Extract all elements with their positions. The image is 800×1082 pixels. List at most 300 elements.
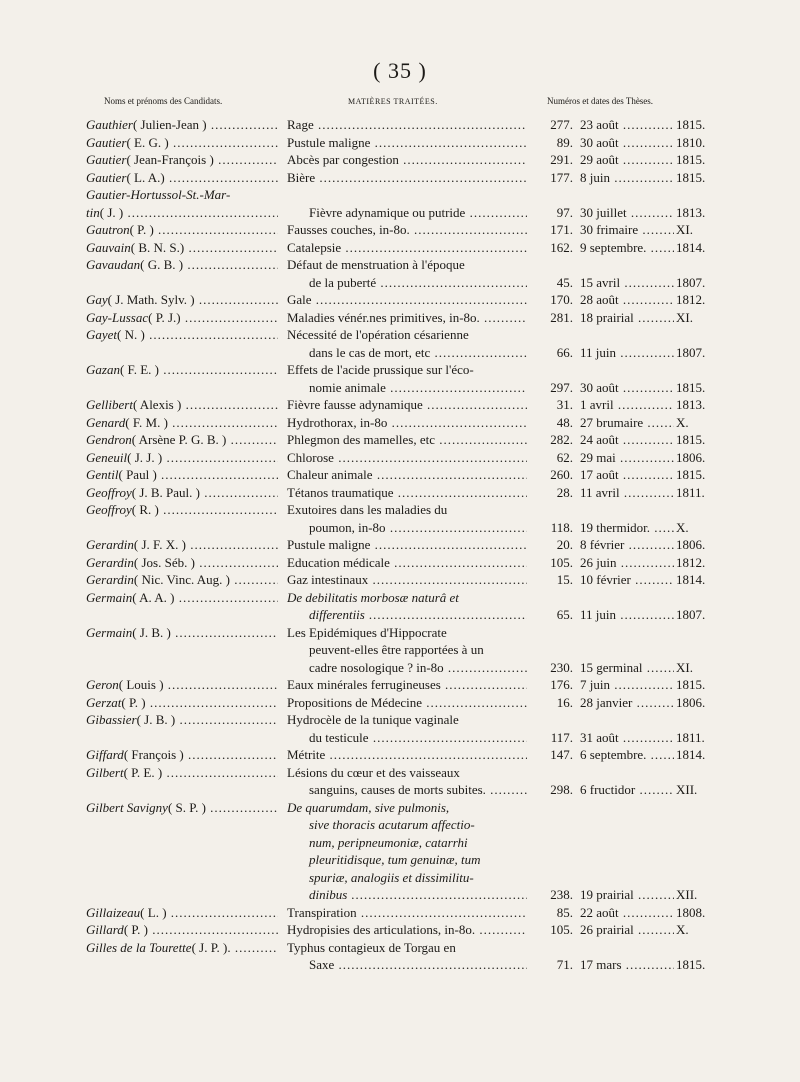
thesis-date: 28 janvier ..... (580, 694, 674, 712)
thesis-date: 17 août ..... (580, 466, 674, 484)
candidate-forenames: ( J. P. ). ..... (192, 940, 278, 955)
thesis-entry (0, 431, 800, 449)
thesis-year: XII. (676, 887, 698, 902)
thesis-date: 27 brumaire ..... (580, 414, 674, 432)
thesis-year: 1813. (676, 204, 706, 220)
candidate-name (86, 431, 278, 449)
candidate-surname: Germain (86, 589, 133, 605)
candidate-surname: Gillaizeau (86, 904, 141, 920)
candidate-surname: Gibassier (86, 712, 137, 727)
entries-list (0, 116, 800, 974)
thesis-entry (0, 134, 800, 152)
thesis-subject: num, peripneumoniæ, catarrhi (309, 834, 468, 850)
thesis-number: 297. (550, 379, 573, 395)
candidate-surname: Gautier (86, 152, 127, 167)
thesis-entry (0, 694, 800, 712)
entry-line (0, 309, 800, 327)
candidate-forenames: ( Julien-Jean ) ..... (133, 117, 278, 132)
entry-line (0, 799, 800, 817)
entry-line (0, 361, 800, 379)
thesis-year: 1807. (676, 344, 706, 360)
thesis-date: 17 mars ..... (580, 956, 674, 974)
thesis-number: 31. (556, 397, 573, 412)
candidate-surname: Gilbert (86, 764, 124, 780)
thesis-subject: Fausses couches, in-8o. ..... (287, 221, 527, 239)
thesis-subject: Gale ..... (287, 291, 527, 309)
candidate-surname: Gauthier (86, 117, 133, 132)
candidate-forenames: ( P. ) ..... (121, 695, 278, 710)
entry-line (0, 921, 800, 939)
thesis-date: 26 juin ..... (580, 554, 674, 572)
entry-line (0, 956, 800, 974)
thesis-date: 23 août ..... (580, 116, 674, 134)
thesis-subject: sive thoracis acutarum affectio- (309, 817, 475, 832)
thesis-date: 6 septembre. ..... (580, 746, 674, 764)
thesis-year: 1815. (676, 432, 706, 447)
entry-line (0, 781, 800, 799)
thesis-number: 298. (550, 782, 573, 797)
candidate-forenames: ( B. N. S.) ..... (131, 240, 278, 255)
entry-line (0, 204, 800, 222)
thesis-number: 105. (550, 554, 573, 570)
thesis-subject: Fièvre fausse adynamique ..... (287, 396, 527, 414)
thesis-entry (0, 116, 800, 134)
candidate-name (86, 501, 278, 519)
thesis-subject: Abcès par congestion ..... (287, 151, 527, 169)
thesis-subject: Phlegmon des mamelles, etc ..... (287, 431, 527, 449)
thesis-subject: De quarumdam, sive pulmonis, (287, 799, 450, 815)
candidate-surname: Gayet (86, 327, 118, 342)
candidate-forenames: ( J. B. Paul. ) ..... (132, 485, 278, 500)
column-headers (0, 96, 800, 110)
thesis-subject: Eaux minérales ferrugineuses ..... (287, 676, 527, 694)
entry-line (0, 274, 800, 292)
candidate-surname: Gautier (86, 169, 127, 185)
candidate-name (86, 134, 278, 152)
thesis-subject: nomie animale ..... (287, 379, 527, 397)
thesis-date: 24 août ..... (580, 431, 674, 449)
thesis-entry (0, 169, 800, 187)
entry-line (0, 659, 800, 677)
thesis-year: 1814. (676, 239, 706, 255)
candidate-forenames: ( Jean-François ) ..... (126, 152, 278, 167)
candidate-forenames: ( Jos. Séb. ) ..... (134, 555, 278, 570)
thesis-number: 20. (556, 537, 573, 552)
thesis-number: 177. (550, 169, 573, 185)
thesis-entry (0, 501, 800, 536)
thesis-date: 30 juillet ..... (580, 204, 674, 222)
thesis-year: 1812. (676, 292, 706, 307)
candidate-forenames: ( N. ) ..... (117, 327, 278, 342)
candidate-forenames: ( J. Math. Sylv. ) ..... (108, 292, 278, 307)
entry-line (0, 571, 800, 589)
thesis-subject: Saxe ..... (287, 956, 527, 974)
thesis-date: 26 prairial ..... (580, 921, 674, 939)
candidate-name (86, 694, 278, 712)
thesis-date: 22 août ..... (580, 904, 674, 922)
candidate-name (86, 939, 278, 957)
candidate-surname: Geoffroy (86, 484, 132, 500)
candidate-forenames: ( G. B. ) ..... (140, 257, 278, 272)
thesis-number: 162. (550, 239, 573, 255)
thesis-entry (0, 939, 800, 974)
candidate-forenames: ( Paul ) ..... (119, 467, 279, 482)
thesis-number: 89. (556, 134, 573, 150)
thesis-year: 1807. (676, 607, 706, 622)
candidate-surname: Gautier (86, 134, 127, 150)
thesis-subject: Nécessité de l'opération césarienne (287, 327, 469, 342)
entry-line (0, 221, 800, 239)
thesis-entry (0, 449, 800, 467)
thesis-subject: pleuritidisque, tum genuinæ, tum (309, 852, 481, 867)
candidate-name (86, 291, 278, 309)
candidate-forenames: ( P. ) ..... (124, 922, 278, 937)
candidate-surname: Genard (86, 414, 126, 430)
thesis-number: 117. (550, 729, 573, 745)
candidate-name (86, 239, 278, 257)
thesis-year: 1815. (676, 169, 706, 185)
thesis-year: XI. (676, 309, 693, 325)
thesis-date: 19 prairial ..... (580, 886, 674, 904)
thesis-number: 260. (550, 467, 573, 482)
entry-line (0, 116, 800, 134)
candidate-surname: Gay (86, 292, 108, 307)
entry-line (0, 904, 800, 922)
thesis-subject: Lésions du cœur et des vaisseaux (287, 764, 460, 780)
thesis-subject: dinibus ..... (287, 886, 527, 904)
thesis-subject: Bière ..... (287, 169, 527, 187)
thesis-year: 1815. (676, 152, 706, 167)
entry-line (0, 449, 800, 467)
candidate-surname: Gellibert (86, 397, 133, 412)
thesis-entry (0, 764, 800, 799)
thesis-subject: Pustule maligne ..... (287, 134, 527, 152)
thesis-year: 1812. (676, 554, 706, 570)
thesis-subject: Transpiration ..... (287, 904, 527, 922)
candidate-forenames: ( P. E. ) ..... (124, 765, 278, 780)
entry-line (0, 396, 800, 414)
entry-line (0, 536, 800, 554)
entry-line (0, 186, 800, 204)
entry-line (0, 676, 800, 694)
thesis-year: 1806. (676, 449, 706, 465)
thesis-entry (0, 904, 800, 922)
thesis-date: 11 juin ..... (580, 344, 674, 362)
thesis-year: 1813. (676, 397, 706, 412)
candidate-name (86, 589, 278, 607)
thesis-date: 18 prairial ..... (580, 309, 674, 327)
candidate-surname: Gautron (86, 222, 130, 237)
thesis-year: 1810. (676, 134, 706, 150)
thesis-date: 1 avril ..... (580, 396, 674, 414)
candidate-surname: Geoffroy (86, 502, 132, 517)
entry-line (0, 501, 800, 519)
candidate-name (86, 624, 278, 642)
candidate-name (86, 711, 278, 729)
thesis-number: 147. (550, 747, 573, 762)
thesis-year: XI. (676, 222, 693, 237)
thesis-number: 85. (556, 904, 573, 920)
thesis-date: 8 juin ..... (580, 169, 674, 187)
candidate-forenames: ( J. ) ..... (100, 205, 278, 220)
candidate-surname: Gavaudan (86, 257, 141, 272)
candidate-forenames: ( F. E. ) ..... (120, 362, 278, 377)
candidate-forenames: ( L. A.) ..... (126, 170, 278, 185)
candidate-surname: Gerardin (86, 572, 134, 587)
candidate-name (86, 221, 278, 239)
thesis-year: 1811. (676, 484, 705, 500)
entry-line (0, 151, 800, 169)
candidate-forenames: ( J. B. ) ..... (132, 625, 278, 640)
header-numbers: Numéros et dates des Thèses. (547, 96, 654, 106)
thesis-entry (0, 186, 800, 221)
entry-line (0, 834, 800, 852)
thesis-entry (0, 676, 800, 694)
candidate-name (86, 449, 278, 467)
thesis-date: 11 avril ..... (580, 484, 674, 502)
thesis-date: 30 août ..... (580, 134, 674, 152)
candidate-surname: Giffard (86, 747, 124, 762)
candidate-surname: Gilbert Savigny (86, 799, 168, 815)
candidate-name (86, 414, 278, 432)
thesis-year: 1806. (676, 694, 706, 710)
candidate-name (86, 764, 278, 782)
entry-line (0, 554, 800, 572)
candidate-forenames: ( François ) ..... (124, 747, 278, 762)
entry-line (0, 134, 800, 152)
thesis-date: 30 frimaire ..... (580, 221, 674, 239)
thesis-year: X. (676, 414, 689, 430)
entry-line (0, 169, 800, 187)
candidate-forenames: ( Arsène P. G. B. ) ..... (132, 432, 278, 447)
thesis-entry (0, 799, 800, 904)
thesis-subject: sanguins, causes de morts subites. ..... (287, 781, 527, 799)
thesis-date: 30 août ..... (580, 379, 674, 397)
thesis-subject: Chaleur animale ..... (287, 466, 527, 484)
candidate-name (86, 204, 278, 222)
thesis-number: 45. (556, 274, 573, 290)
thesis-subject: Rage ..... (287, 116, 527, 134)
entry-line (0, 344, 800, 362)
thesis-subject: poumon, in-8o ..... (287, 519, 527, 537)
candidate-forenames: ( L. ) ..... (140, 905, 278, 920)
thesis-number: 291. (550, 152, 573, 167)
thesis-entry (0, 554, 800, 572)
thesis-subject: Chlorose ..... (287, 449, 527, 467)
thesis-number: 62. (556, 449, 573, 465)
thesis-number: 282. (550, 432, 573, 447)
header-names: Noms et prénoms des Candidats. (104, 96, 223, 106)
candidate-name (86, 256, 278, 274)
thesis-number: 71. (556, 957, 573, 972)
candidate-surname: Gerardin (86, 554, 134, 570)
thesis-entry (0, 256, 800, 291)
thesis-date: 8 février ..... (580, 536, 674, 554)
candidate-surname: Gazan (86, 362, 120, 377)
header-matters: MATIÈRES TRAITÉES. (348, 97, 438, 106)
candidate-surname: Geron (86, 677, 119, 692)
candidate-name (86, 746, 278, 764)
thesis-date: 9 septembre. ..... (580, 239, 674, 257)
thesis-subject: du testicule ..... (287, 729, 527, 747)
candidate-surname: Gentil (86, 467, 119, 482)
page-number: ( 35 ) (373, 58, 427, 83)
thesis-year: X. (676, 922, 689, 937)
thesis-entry (0, 396, 800, 414)
thesis-subject: Les Epidémiques d'Hippocrate (287, 624, 447, 640)
candidate-forenames: ( F. M. ) ..... (125, 415, 278, 430)
thesis-subject: Exutoires dans les maladies du (287, 502, 448, 517)
candidate-name (86, 466, 278, 484)
thesis-subject: Education médicale ..... (287, 554, 527, 572)
candidate-name (86, 676, 278, 694)
thesis-year: 1815. (676, 957, 706, 972)
thesis-entry (0, 326, 800, 361)
candidate-name (86, 186, 278, 204)
thesis-entry (0, 414, 800, 432)
thesis-number: 16. (556, 694, 573, 710)
entry-line (0, 939, 800, 957)
thesis-number: 230. (550, 659, 573, 675)
thesis-date: 29 août ..... (580, 151, 674, 169)
thesis-year: 1815. (676, 379, 706, 395)
thesis-subject: differentiis ..... (287, 606, 527, 624)
thesis-date: 7 juin ..... (580, 676, 674, 694)
candidate-name (86, 536, 278, 554)
candidate-name (86, 326, 278, 344)
thesis-entry (0, 921, 800, 939)
thesis-number: 176. (550, 677, 573, 692)
candidate-name (86, 921, 278, 939)
thesis-year: 1814. (676, 572, 706, 587)
candidate-name (86, 396, 278, 414)
thesis-year: X. (676, 519, 689, 535)
thesis-subject: Hydrothorax, in-8o ..... (287, 414, 527, 432)
entry-line (0, 624, 800, 642)
candidate-surname: Germain (86, 624, 133, 640)
thesis-number: 118. (550, 519, 573, 535)
thesis-number: 66. (556, 344, 573, 360)
thesis-entry (0, 624, 800, 677)
thesis-year: 1807. (676, 274, 706, 290)
thesis-year: 1808. (676, 904, 706, 920)
thesis-entry (0, 589, 800, 624)
candidate-surname: Gillard (86, 922, 124, 937)
thesis-date: 31 août ..... (580, 729, 674, 747)
thesis-number: 277. (550, 117, 573, 132)
thesis-subject: Effets de l'acide prussique sur l'éco- (287, 362, 474, 377)
candidate-forenames: ( E. G. ) ..... (126, 135, 278, 150)
thesis-subject: dans le cas de mort, etc ..... (287, 344, 527, 362)
entry-line (0, 414, 800, 432)
thesis-number: 48. (556, 414, 573, 430)
candidate-surname: Gilles de la Tourette (86, 939, 192, 955)
thesis-entry (0, 746, 800, 764)
entry-line (0, 239, 800, 257)
thesis-subject: Propositions de Médecine ..... (287, 694, 527, 712)
entry-line (0, 466, 800, 484)
candidate-surname: Geneuil (86, 449, 128, 465)
thesis-entry (0, 151, 800, 169)
entry-line (0, 519, 800, 537)
candidate-forenames: ( P. J.) ..... (148, 310, 278, 325)
thesis-number: 171. (550, 222, 573, 237)
thesis-entry (0, 466, 800, 484)
entry-line (0, 484, 800, 502)
candidate-name (86, 361, 278, 379)
entry-line (0, 589, 800, 607)
thesis-subject: cadre nosologique ? in-8o ..... (287, 659, 527, 677)
thesis-year: XII. (676, 782, 698, 797)
candidate-surname: Gendron (86, 432, 132, 447)
thesis-number: 105. (550, 922, 573, 937)
candidate-forenames: ( Alexis ) ..... (133, 397, 278, 412)
thesis-date: 29 mai ..... (580, 449, 674, 467)
thesis-subject: Typhus contagieux de Torgau en (287, 939, 456, 955)
thesis-entry (0, 221, 800, 239)
thesis-date: 6 fructidor ..... (580, 781, 674, 799)
thesis-subject: Fièvre adynamique ou putride ..... (287, 204, 527, 222)
entry-line (0, 326, 800, 344)
thesis-number: 65. (556, 607, 573, 622)
thesis-number: 238. (550, 887, 573, 902)
candidate-surname: Gerzat (86, 694, 122, 710)
entry-line (0, 851, 800, 869)
candidate-forenames: ( S. P. ) ..... (168, 800, 278, 815)
thesis-entry (0, 309, 800, 327)
thesis-date: 10 février ..... (580, 571, 674, 589)
thesis-date: 28 août ..... (580, 291, 674, 309)
thesis-entry (0, 361, 800, 396)
candidate-forenames: ( J. F. X. ) ..... (134, 537, 278, 552)
thesis-subject: Défaut de menstruation à l'époque (287, 257, 465, 272)
thesis-date: 11 juin ..... (580, 606, 674, 624)
entry-line (0, 869, 800, 887)
thesis-date: 15 germinal ..... (580, 659, 674, 677)
thesis-number: 170. (550, 292, 573, 307)
thesis-subject: Pustule maligne ..... (287, 536, 527, 554)
entry-line (0, 694, 800, 712)
thesis-year: 1815. (676, 677, 706, 692)
thesis-subject: Tétanos traumatique ..... (287, 484, 527, 502)
candidate-surname: Gautier-Hortussol-St.-Mar- (86, 187, 231, 202)
thesis-entry (0, 571, 800, 589)
candidate-name (86, 904, 278, 922)
thesis-date: 19 thermidor. ..... (580, 519, 674, 537)
thesis-subject: De debilitatis morbosæ naturâ et (287, 589, 459, 605)
candidate-name (86, 151, 278, 169)
candidate-forenames: ( J. B. ) ..... (137, 712, 278, 727)
candidate-surname: Gerardin (86, 537, 134, 552)
thesis-date: 15 avril ..... (580, 274, 674, 292)
thesis-year: 1811. (676, 729, 705, 745)
candidate-forenames: ( Louis ) ..... (119, 677, 278, 692)
candidate-name (86, 571, 278, 589)
entry-line (0, 379, 800, 397)
candidate-forenames: ( J. J. ) ..... (127, 450, 278, 465)
entry-line (0, 291, 800, 309)
thesis-entry (0, 239, 800, 257)
thesis-subject: Gaz intestinaux ..... (287, 571, 527, 589)
thesis-year: 1815. (676, 467, 706, 482)
candidate-name (86, 116, 278, 134)
entry-line (0, 729, 800, 747)
thesis-number: 281. (550, 309, 573, 325)
entry-line (0, 641, 800, 659)
candidate-name (86, 554, 278, 572)
candidate-name (86, 799, 278, 817)
thesis-year: 1814. (676, 747, 706, 762)
